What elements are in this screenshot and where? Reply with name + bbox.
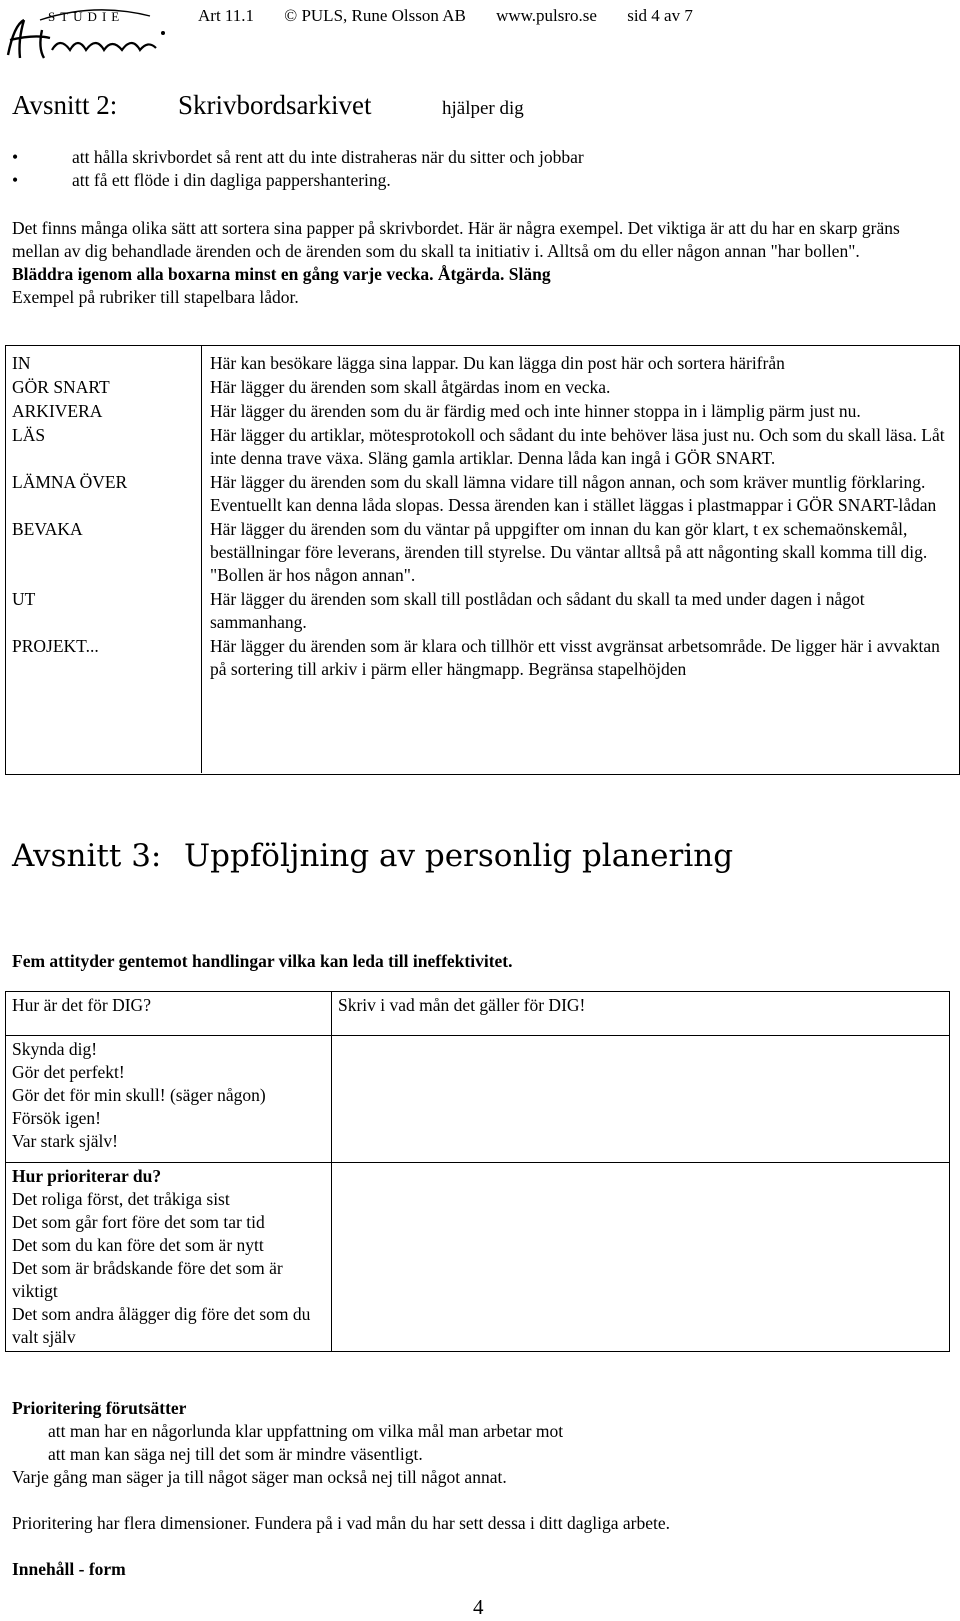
page-number: 4 — [473, 1595, 484, 1619]
box-name: LÄMNA ÖVER — [12, 472, 128, 492]
table-row — [7, 375, 959, 399]
box-desc: Här lägger du ärenden som är klara och tillhör ett visst avgränsat arbetsområde. De ligger här i avvaktan på sortering till arkiv i pärm eller hängmapp. Begränsa stapelhöjden — [210, 636, 940, 679]
svg-text:STUDIE: STUDIE — [48, 9, 125, 24]
instruction-line: Bläddra igenom alla boxarna minst en gång varje vecka. Åtgärda. Släng — [12, 264, 551, 284]
table-row — [7, 351, 959, 375]
prio-item: Det som är brådskande före det som är viktigt — [12, 1258, 283, 1301]
page-info: sid 4 av 7 — [627, 6, 693, 25]
box-desc: Här kan besökare lägga sina lappar. Du kan lägga din post här och sortera härifrån — [210, 353, 785, 373]
every-time-line: Varje gång man säger ja till något säger man också nej till något annat. — [12, 1467, 507, 1487]
table-row — [7, 423, 959, 470]
attitude-item: Försök igen! — [12, 1108, 101, 1128]
box-name: UT — [12, 589, 36, 609]
section3-heading — [12, 838, 734, 874]
section2-title: Skrivbordsarkivet — [178, 90, 372, 120]
box-name: GÖR SNART — [12, 377, 110, 397]
col1-header: Hur är det för DIG? — [6, 992, 332, 1036]
box-desc: Här lägger du ärenden som skall till postlådan och sådant du skall ta med under dagen i något sammanhang. — [210, 589, 865, 632]
box-desc: Här lägger du ärenden som du väntar på uppgifter om innan du kan gör klart, t ex schemaönskemål, beställningar före leverans, ärenden till styrelse. Du väntar alltså på att någonting skall komma till dig. "Bollen är hos någon annan". — [210, 519, 928, 585]
studie-harmoni-logo — [0, 0, 180, 66]
attitudes-cell — [6, 1036, 332, 1163]
table-row — [6, 1036, 950, 1163]
box-desc: Här lägger du ärenden som du skall lämna vidare till någon annan, och som kräver muntlig förklaring. Eventuellt kan denna låda slopas. Dessa ärenden kan i stället läggas i plastmappar i GÖR SNART-lådan — [210, 472, 937, 515]
prio-item: Det som andra ålägger dig före det som du valt själv — [12, 1304, 311, 1347]
page-header — [198, 6, 719, 26]
box-name: PROJEKT... — [12, 636, 99, 656]
boxes-table — [7, 351, 959, 681]
col2-header: Skriv i vad mån det gäller för DIG! — [332, 992, 950, 1036]
section3-subheading: Fem attityder gentemot handlingar vilka kan leda till ineffektivitet. — [12, 951, 513, 971]
prioritization-notes — [12, 1397, 670, 1581]
attitude-item: Gör det perfekt! — [12, 1062, 125, 1082]
attitudes-answer-cell[interactable] — [332, 1036, 950, 1163]
table-row — [7, 517, 959, 587]
box-desc: Här lägger du ärenden som skall åtgärdas inom en vecka. — [210, 377, 611, 397]
prio-answer-cell[interactable] — [332, 1163, 950, 1352]
box-name: BEVAKA — [12, 519, 83, 539]
attitude-item: Var stark själv! — [12, 1131, 118, 1151]
prereq-item: att man kan säga nej till det som är mindre väsentligt. — [48, 1444, 423, 1464]
prereq-heading: Prioritering förutsätter — [12, 1398, 187, 1418]
article-number: Art 11.1 — [198, 6, 255, 25]
attitude-item: Skynda dig! — [12, 1039, 98, 1059]
box-name: LÄS — [12, 425, 46, 445]
box-desc: Här lägger du artiklar, mötesprotokoll och sådant du inte behöver läsa just nu. Och som du skall läsa. Låt inte denna trave växa. Släng gamla artiklar. Denna låda kan ingå i GÖR SNART. — [210, 425, 945, 468]
section2-intro — [12, 217, 937, 309]
copyright: © PULS, Rune Olsson AB — [284, 6, 466, 25]
bullet-item: • att få ett flöde i din dagliga pappershantering. — [12, 169, 584, 192]
section2-hint: hjälper dig — [442, 98, 524, 119]
table-row — [7, 470, 959, 517]
box-name: IN — [12, 353, 31, 373]
section2-label: Avsnitt 2: — [12, 90, 118, 120]
table-row — [6, 992, 950, 1036]
example-line: Exempel på rubriker till stapelbara lådor. — [12, 287, 299, 307]
table-row — [7, 634, 959, 681]
section3-label: Avsnitt 3: — [12, 838, 162, 874]
prio-heading: Hur prioriterar du? — [12, 1166, 162, 1186]
table-row — [7, 587, 959, 634]
section2-heading — [12, 90, 524, 121]
website-link[interactable]: www.pulsro.se — [496, 6, 597, 25]
prio-item: Det roliga först, det tråkiga sist — [12, 1189, 230, 1209]
prio-item: Det som går fort före det som tar tid — [12, 1212, 265, 1232]
box-desc: Här lägger du ärenden som du är färdig med och inte hinner stoppa in i lämplig pärm just nu. — [210, 401, 861, 421]
prio-cell — [6, 1163, 332, 1352]
box-name: ARKIVERA — [12, 401, 103, 421]
dimensions-line: Prioritering har flera dimensioner. Fundera på i vad mån du har sett dessa i ditt dagliga arbete. — [12, 1513, 670, 1533]
section3-title: Uppföljning av personlig planering — [184, 838, 734, 874]
table-row — [6, 1163, 950, 1352]
bullet-item: • att hålla skrivbordet så rent att du inte distraheras när du sitter och jobbar — [12, 146, 584, 169]
table-row — [7, 399, 959, 423]
attitude-item: Gör det för min skull! (säger någon) — [12, 1085, 266, 1105]
intro-paragraph: Det finns många olika sätt att sortera sina papper på skrivbordet. Här är några exempel. Det viktiga är att du har en skarp gräns mellan av dig behandlade ärenden och de ärenden som du skall ta initiativ i. Alltså om du eller någon annan "har bollen". — [12, 218, 900, 261]
attitude-table — [5, 991, 950, 1352]
prereq-item: att man har en någorlunda klar uppfattning om vilka mål man arbetar mot — [48, 1421, 564, 1441]
section2-bullets — [12, 146, 584, 192]
prio-item: Det som du kan före det som är nytt — [12, 1235, 264, 1255]
content-form-heading: Innehåll - form — [12, 1559, 126, 1579]
